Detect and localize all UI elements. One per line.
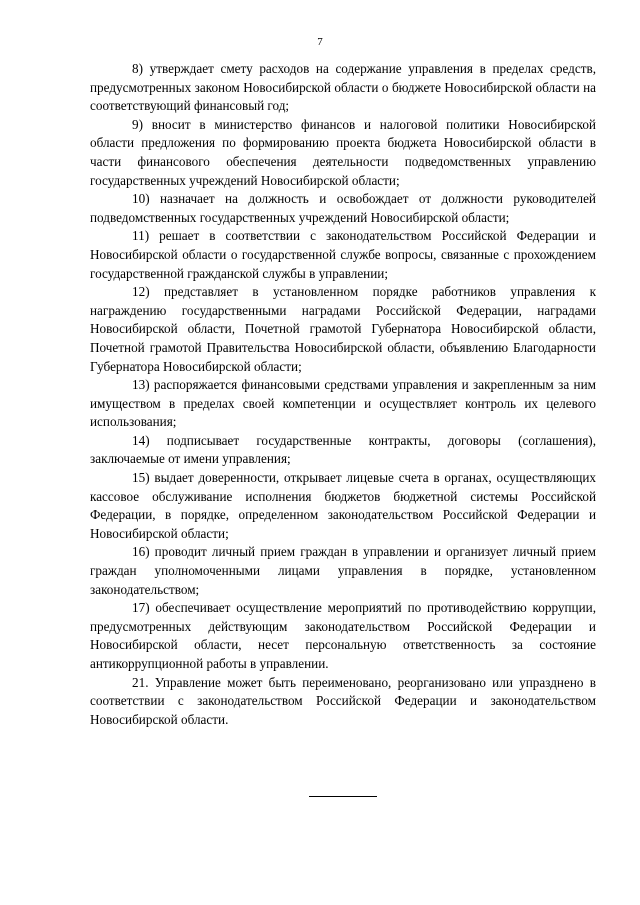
paragraph-item-16: 16) проводит личный прием граждан в управлении и организует личный прием граждан уполномоченными лицами управления в порядке, установленном законодательством;: [90, 544, 596, 597]
paragraph-item-8: 8) утверждает смету расходов на содержание управления в пределах средств, предусмотренных законом Новосибирской области о бюджете Новосибирской области на соответствующий финансовый год;: [90, 61, 596, 114]
paragraph-item-10: 10) назначает на должность и освобождает от должности руководителей подведомственных государственных учреждений Новосибирской области;: [90, 191, 596, 225]
paragraph-item-17: 17) обеспечивает осуществление мероприятий по противодействию коррупции, предусмотренных действующим законодательством Российской Федерации и Новосибирской области, несет персональную ответственность за состояние антикоррупционной работы в управлении.: [90, 600, 596, 671]
paragraph-clause-21: 21. Управление может быть переименовано, реорганизовано или упразднено в соответствии с законодательством Российской Федерации и законодательством Новосибирской области.: [90, 674, 596, 727]
end-divider-line: [309, 796, 377, 797]
paragraph-item-11: 11) решает в соответствии с законодательством Российской Федерации и Новосибирской области о государственной службе вопросы, связанные с прохождением государственной гражданской службы в управлении;: [90, 228, 596, 281]
page-number: 7: [317, 36, 323, 48]
paragraph-item-13: 13) распоряжается финансовыми средствами управления и закрепленным за ним имуществом в пределах своей компетенции и осуществляет контроль их целевого использования;: [90, 377, 596, 430]
document-body: [90, 60, 596, 729]
paragraph-item-12: 12) представляет в установленном порядке работников управления к награждению государственными наградами Российской Федерации, наградами Новосибирской области, Почетной грамотой Губернатора Новосибирской области, Почетной грамотой Правительства Новосибирской области, объявлению Благодарности Губернатора Новосибирской области;: [90, 284, 596, 374]
paragraph-item-9: 9) вносит в министерство финансов и налоговой политики Новосибирской области предложения по формированию проекта бюджета Новосибирской области в части финансового обеспечения деятельности подведомственных управлению государственных учреждений Новосибирской области;: [90, 116, 596, 188]
paragraph-item-15: 15) выдает доверенности, открывает лицевые счета в органах, осуществляющих кассовое обслуживание исполнения бюджетов бюджетной системы Российской Федерации, в порядке, определенном законодательством Российской Федерации и Новосибирской области;: [90, 470, 596, 541]
paragraph-item-14: 14) подписывает государственные контракты, договоры (соглашения), заключаемые от имени управления;: [90, 432, 596, 467]
